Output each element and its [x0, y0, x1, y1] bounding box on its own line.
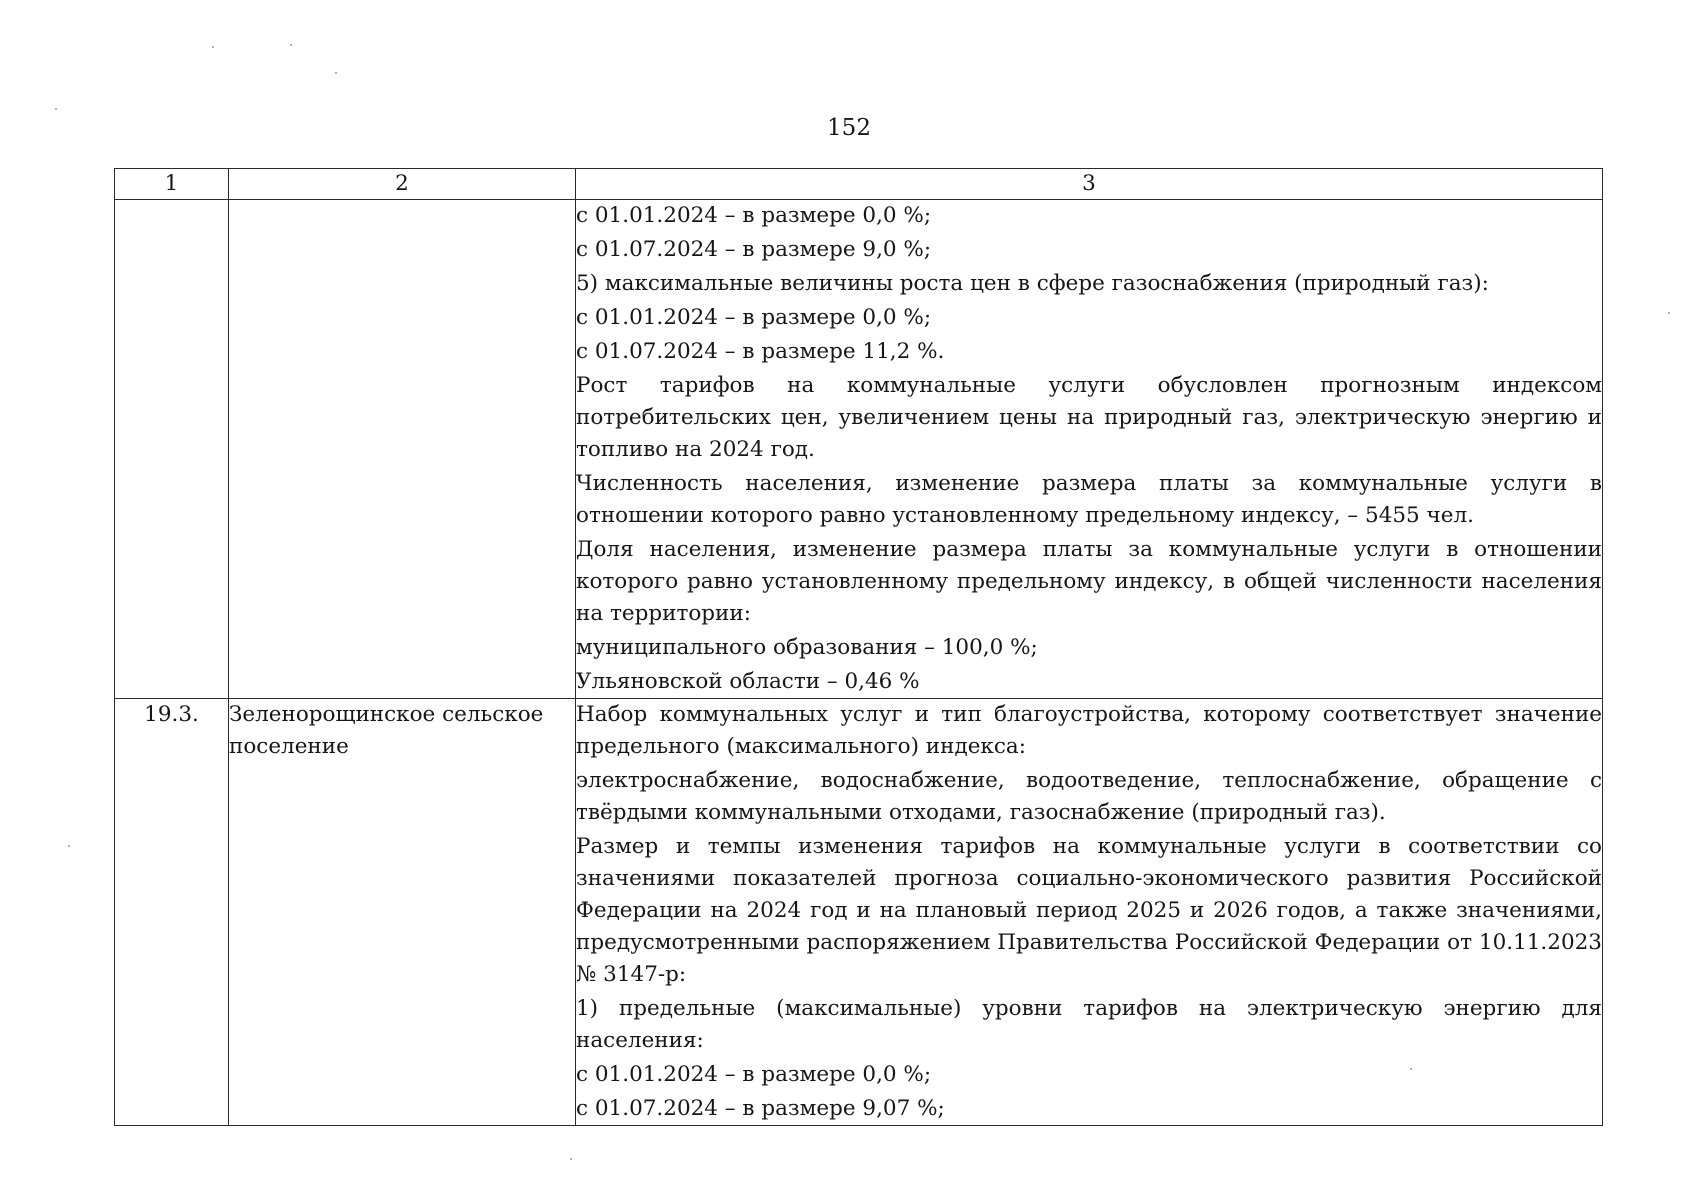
table-row [115, 200, 1603, 699]
row-number: 19.3. [115, 699, 229, 1126]
content-paragraph: Доля населения, изменение размера платы за коммунальные услуги в отношении которого равно установленному предельному индексу, в общей численности населения на территории: [576, 537, 1602, 626]
page-number: 152 [827, 115, 871, 141]
column-header-2: 2 [229, 169, 576, 200]
content-paragraph: с 01.07.2024 – в размере 11,2 %. [576, 339, 945, 364]
content-paragraph: 5) максимальные величины роста цен в сфере газоснабжения (природный газ): [576, 271, 1489, 296]
table-header-row [115, 169, 1603, 200]
content-paragraph: с 01.01.2024 – в размере 0,0 %; [576, 305, 932, 330]
column-header-1: 1 [115, 169, 229, 200]
content-paragraph: электроснабжение, водоснабжение, водоотведение, теплоснабжение, обращение с твёрдыми коммунальными отходами, газоснабжение (природный газ). [576, 768, 1602, 825]
content-paragraph: Размер и темпы изменения тарифов на коммунальные услуги в соответствии со значениями показателей прогноза социально-экономического развития Российской Федерации на 2024 год и на плановый период 2025 и 2026 годов, а также значениями, предусмотренными распоряжением Правительства Российской Федерации от 10.11.2023 № 3147-р: [576, 834, 1602, 987]
scan-speck [570, 1158, 572, 1160]
column-header-3: 3 [576, 169, 1603, 200]
row-content [576, 699, 1603, 1126]
scan-speck [290, 44, 292, 46]
content-paragraph: с 01.01.2024 – в размере 0,0 %; [576, 203, 932, 228]
content-paragraph: Набор коммунальных услуг и тип благоустройства, которому соответствует значение предельного (максимального) индекса: [576, 702, 1602, 759]
tariff-table [114, 168, 1603, 1126]
content-paragraph: с 01.01.2024 – в размере 0,0 %; [576, 1062, 932, 1087]
content-paragraph: Рост тарифов на коммунальные услуги обусловлен прогнозным индексом потребительских цен, увеличением цены на природный газ, электрическую энергию и топливо на 2024 год. [576, 373, 1602, 462]
municipality-name: Зеленорощинское сельское поселение [229, 699, 576, 1126]
content-paragraph: 1) предельные (максимальные) уровни тарифов на электрическую энергию для населения: [576, 996, 1602, 1053]
scan-speck [1410, 1068, 1412, 1070]
scan-speck [55, 108, 57, 110]
table-row [115, 699, 1603, 1126]
content-paragraph: Ульяновской области – 0,46 % [576, 669, 920, 694]
row-number [115, 200, 229, 699]
scan-speck [335, 72, 337, 74]
row-content [576, 200, 1603, 699]
scan-speck [1668, 312, 1670, 314]
municipality-name [229, 200, 576, 699]
content-paragraph: муниципального образования – 100,0 %; [576, 635, 1038, 660]
content-paragraph: с 01.07.2024 – в размере 9,07 %; [576, 1096, 945, 1121]
scan-speck [212, 46, 214, 48]
scan-speck [68, 845, 70, 847]
content-paragraph: Численность населения, изменение размера платы за коммунальные услуги в отношении которого равно установленному предельному индексу, – 5455 чел. [576, 471, 1602, 528]
content-paragraph: с 01.07.2024 – в размере 9,0 %; [576, 237, 932, 262]
